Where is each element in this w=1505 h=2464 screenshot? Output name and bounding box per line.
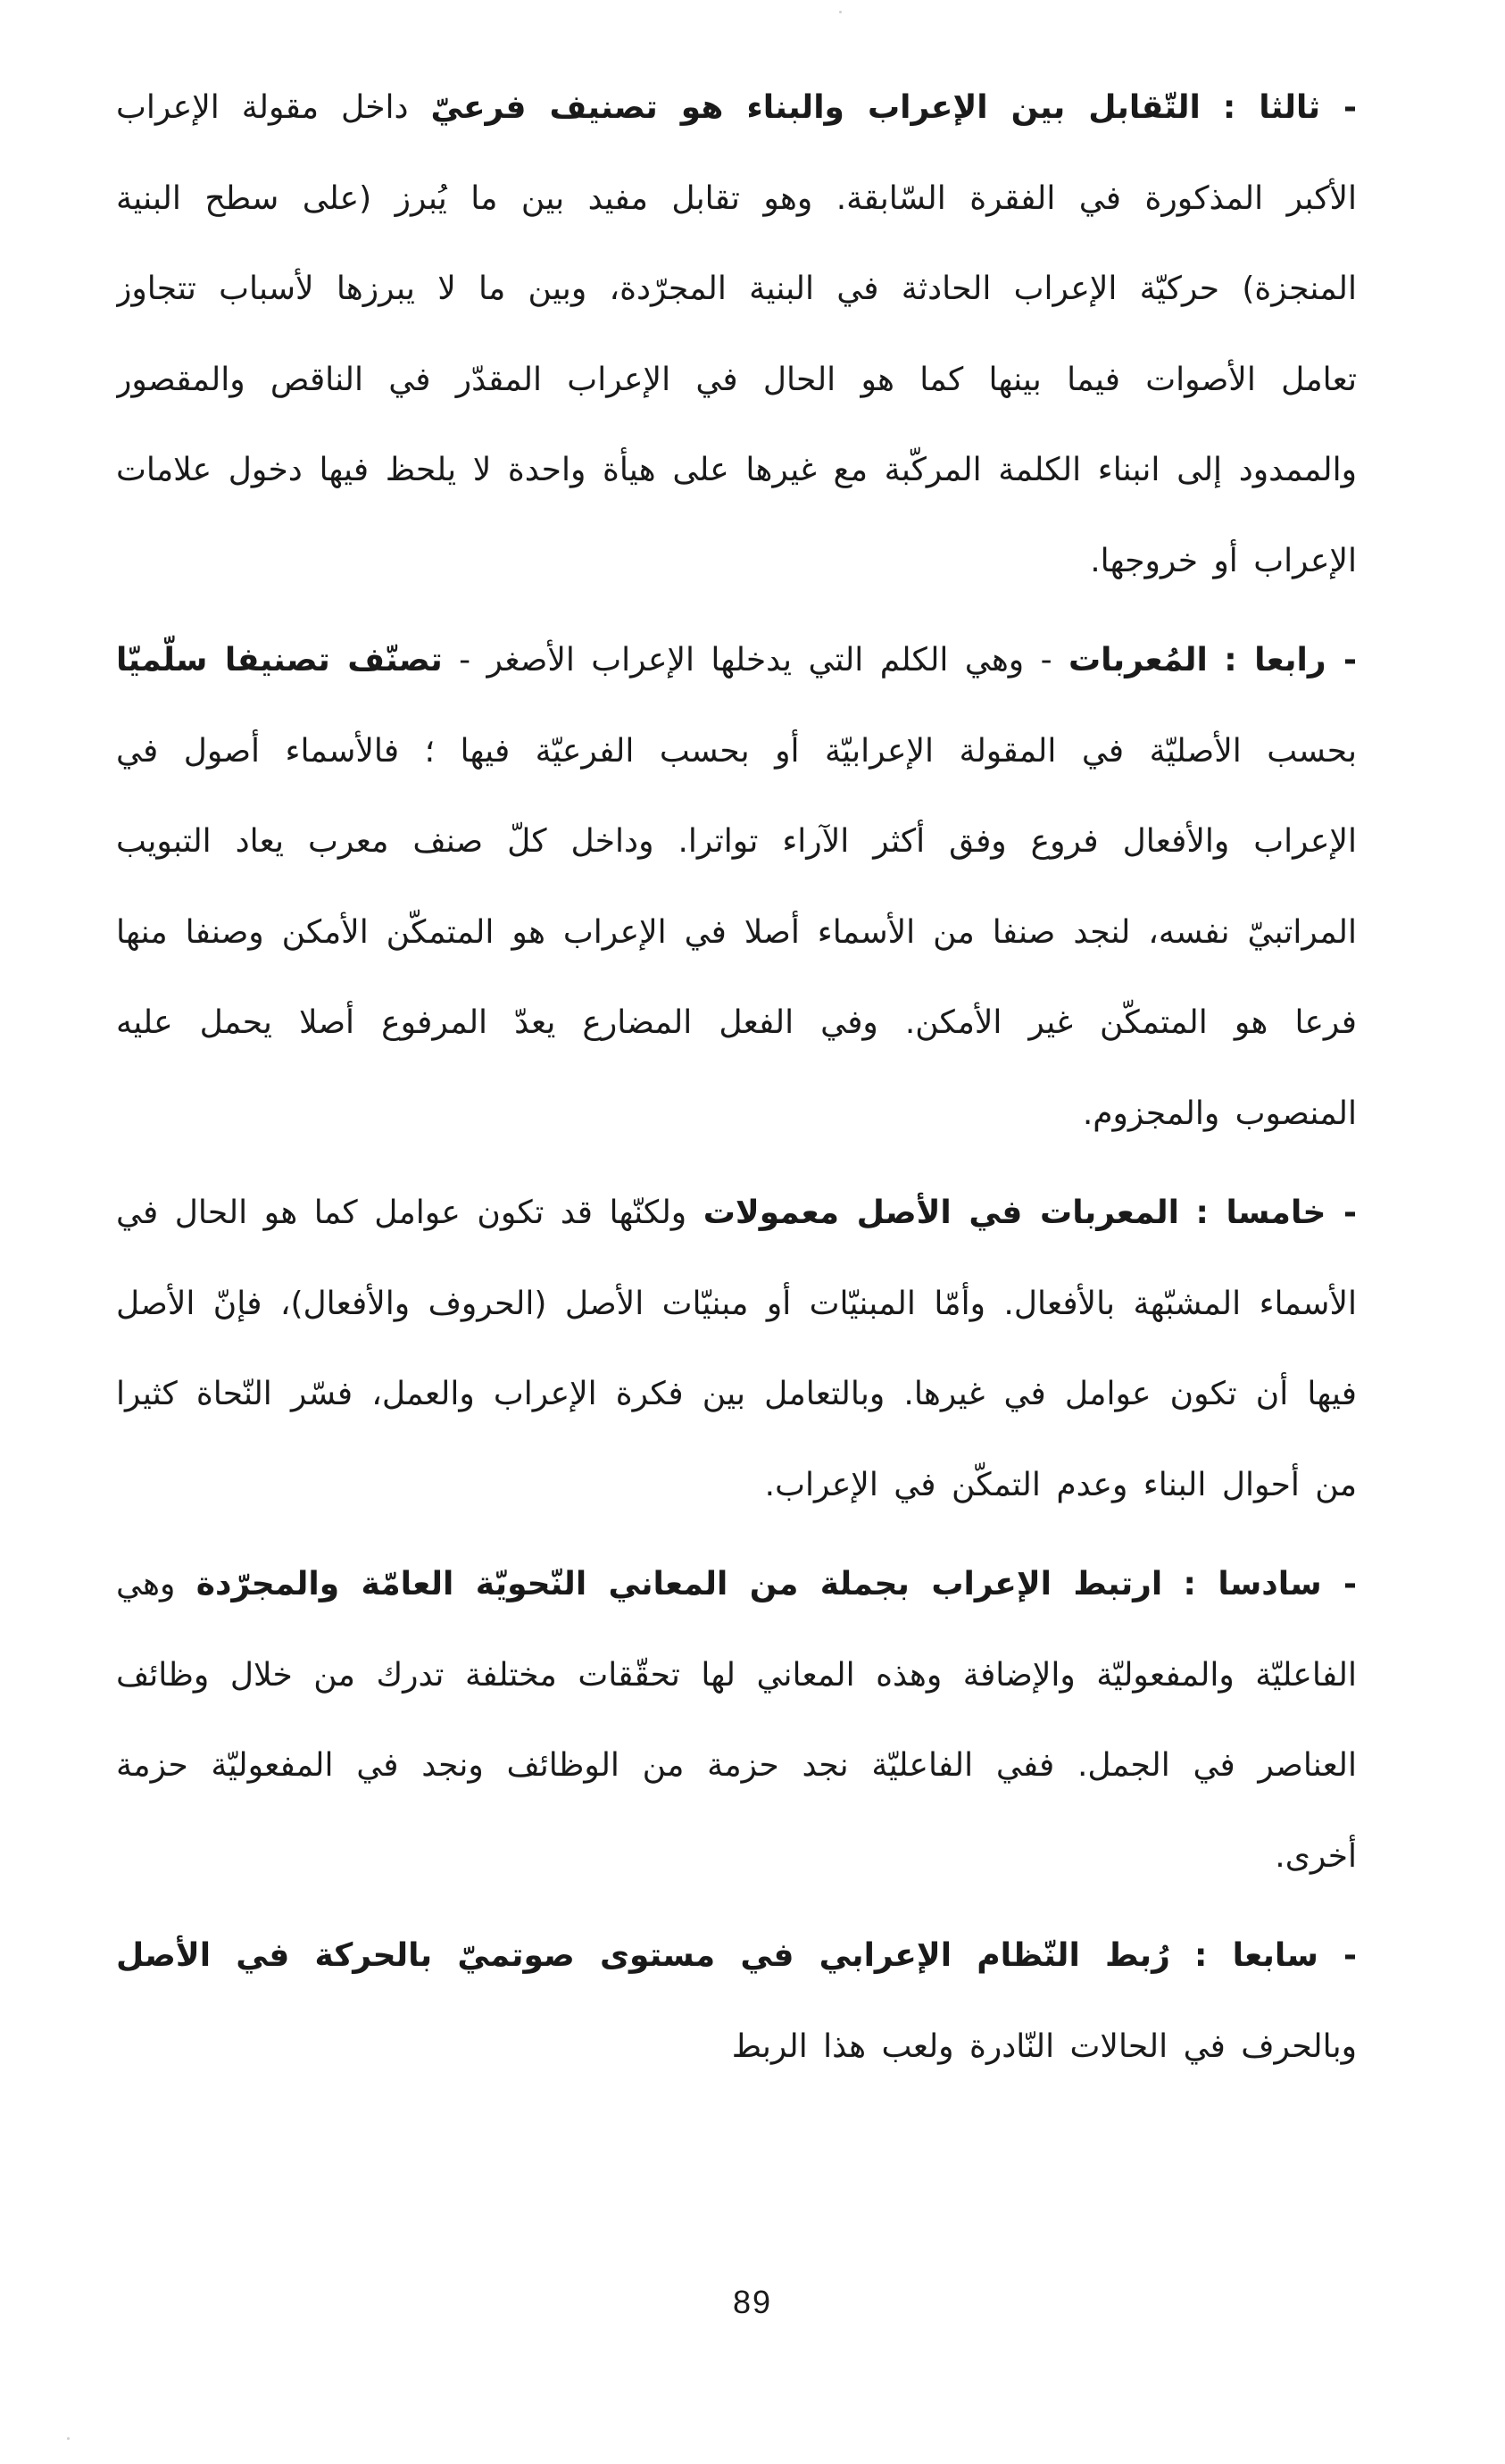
paragraph-4-heading: المُعربات [1068,642,1208,678]
paragraph-4-heading-b: تصنّف تصنيفا سلّميّا [116,642,443,678]
paragraph-7-text: وبالحرف في الحالات النّادرة ولعب هذا الربط [731,2027,1357,2065]
paragraph-4 [116,615,1357,1159]
paragraph-7-heading: رُبط النّظام الإعرابي في مستوى صوتميّ بالحركة في الأصل [116,1937,1170,1974]
scan-speck [839,11,842,13]
paragraph-5 [116,1168,1357,1530]
paragraph-4-text-a: - وهي الكلم التي يدخلها الإعراب الأصغر - [459,642,1052,678]
paragraph-4-label: - رابعا : [1224,642,1357,678]
paragraph-6 [116,1539,1357,1902]
page-number: 89 [732,2284,773,2320]
paragraph-5-label: - خامسا : [1195,1195,1357,1231]
paragraph-4-text-b: بحسب الأصليّة في المقولة الإعرابيّة أو بحسب الفرعيّة فيها ؛ فالأسماء أصول في الإعراب والأفعال فروع وفق أكثر الآراء تواترا. وداخل كلّ صنف معرب يعاد التبويب المراتبيّ نفسه، لنجد صنفا من الأسماء أصلا في الإعراب هو المتمكّن الأمكن وصنفا منها فرعا هو المتمكّن غير الأمكن. وفي الفعل المضارع يعدّ المرفوع أصلا يحمل عليه المنصوب والمجزوم. [116,732,1357,1132]
paragraph-3-text: داخل مقولة الإعراب الأكبر المذكورة في الفقرة السّابقة. وهو تقابل مفيد بين ما يُبرز (على سطح البنية المنجزة) حركيّة الإعراب الحادثة في البنية المجرّدة، وبين ما لا يبرزها لأسباب تتجاوز تعامل الأصوات فيما بينها كما هو الحال في الإعراب المقدّر في الناقص والمقصور والممدود إلى انبناء الكلمة المركّبة مع غيرها على هيأة واحدة لا يلحظ فيها دخول علامات الإعراب أو خروجها. [116,89,1357,579]
paragraph-6-text: وهي الفاعليّة والمفعوليّة والإضافة وهذه المعاني لها تحقّقات مختلفة تدرك من خلال وظائف العناصر في الجمل. ففي الفاعليّة نجد حزمة من الوظائف ونجد في المفعوليّة حزمة أخرى. [116,1566,1357,1875]
paragraph-7-label: - سابعا : [1193,1937,1357,1974]
paragraph-7 [116,1910,1357,2092]
page-body [116,62,1357,2294]
paragraph-5-text: ولكنّها قد تكون عوامل كما هو الحال في الأسماء المشبّهة بالأفعال. وأمّا المبنيّات أو مبنيّات الأصل (الحروف والأفعال)، فإنّ الأصل فيها أن تكون عوامل في غيرها. وبالتعامل بين فكرة الإعراب والعمل، فسّر النّحاة كثيرا من أحوال البناء وعدم التمكّن في الإعراب. [116,1195,1357,1503]
paragraph-3-label: - ثالثا : [1222,89,1357,126]
paragraph-3 [116,62,1357,606]
scan-speck [67,2437,70,2440]
paragraph-3-heading: التّقابل بين الإعراب والبناء هو تصنيف فرعيّ [430,89,1201,126]
paragraph-6-heading: ارتبط الإعراب بجملة من المعاني النّحويّة العامّة والمجرّدة [195,1566,1163,1602]
paragraph-5-heading: المعربات في الأصل معمولات [703,1195,1179,1231]
paragraph-6-label: - سادسا : [1183,1566,1357,1602]
